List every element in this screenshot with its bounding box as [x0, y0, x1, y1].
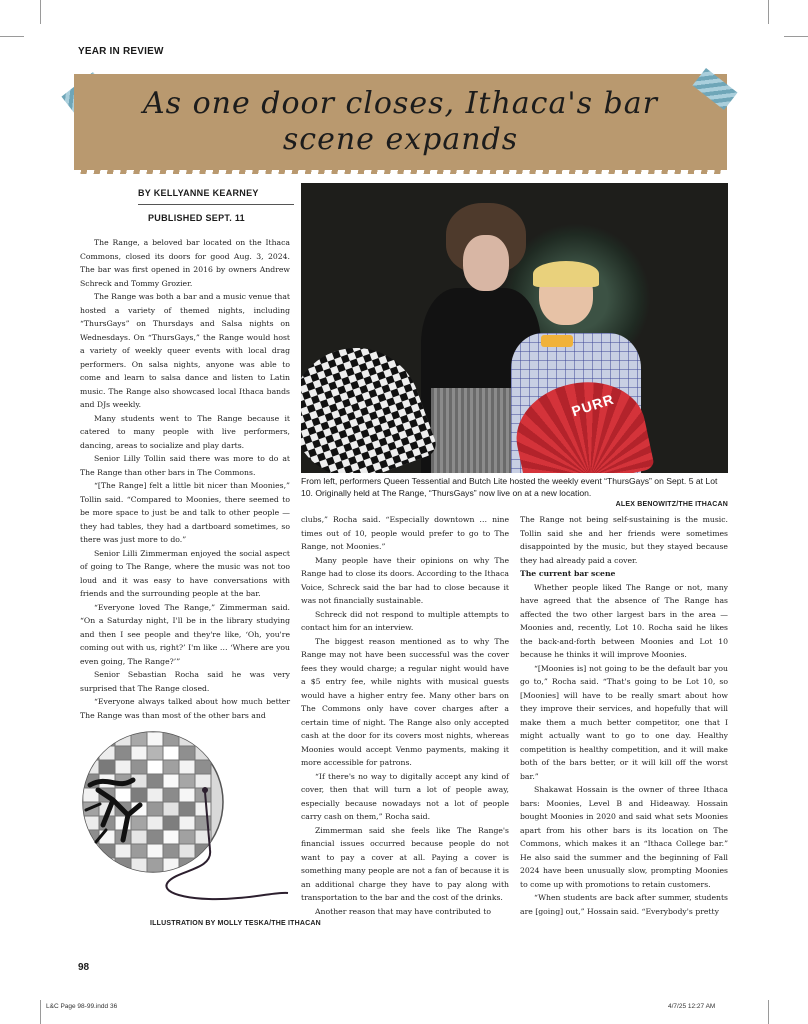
photo-credit: ALEX BENOWITZ/THE ITHACAN	[615, 501, 728, 508]
paragraph: Senior Lilly Tollin said there was more to do at The Range than other bars in The Commons.	[80, 454, 290, 477]
subheading: The current bar scene	[520, 569, 616, 578]
page-number: 98	[78, 962, 90, 973]
paragraph: Schreck did not respond to multiple attempts to contact him for an interview.	[301, 609, 509, 632]
paragraph: The Range was both a bar and a music venue that hosted a variety of themed nights, including “ThursGays” on Thursdays and Salsa nights on Wednesdays. On “ThursGays,” the Range would host a variety of weekly queer events with local drag performers. On salsa nights, anyone was able to come and learn to salsa dance and listen to Latin music. The Range also showcased local Ithaca bands and DJs weekly.	[80, 292, 290, 409]
headline	[74, 86, 727, 158]
paragraph: Another reason that may have contributed to	[315, 906, 492, 916]
paragraph: “Everyone always talked about how much better The Range was than most of the other bars and	[80, 697, 290, 720]
performer-left-face	[463, 235, 509, 291]
crop-mark	[768, 1000, 769, 1024]
paragraph: “Everyone loved The Range,” Zimmerman said. “On a Saturday night, I'll be in the library studying and then I see people and they're like, ‘Oh, you're coming out with us, right?’ I'm like … ‘Where are you even going, The Range?’”	[80, 602, 290, 666]
paragraph: The Range not being self-sustaining is the music. Tollin said she and her friends were sometimes disappointed by the music, but they stayed because they had already paid a cover.	[520, 515, 728, 565]
print-slug-file: L&C Page 98-99.indd 36	[46, 1003, 118, 1010]
article-column-3	[520, 513, 728, 918]
paragraph: “[Moonies is] not going to be the default bar you go to,” Rocha said. “That's going to be Lot 10, so [Moonies] will have to be really smart about how they improve their services, and hopefully that will make them a much better competitor, one that I might actually want to go to one day. Healthy competition is healthy competition, and it will make both of the bars better, or it will kill off the worst bar.”	[520, 663, 728, 781]
headline-line-2: scene expands	[282, 122, 519, 157]
headline-line-1: As one door closes, Ithaca's bar	[143, 86, 658, 121]
paragraph: Whether people liked The Range or not, many have agreed that the absence of The Range has affected the two other largest bars in the area — Moonies and, recently, Lot 10. Rocha said he likes the back-and-forth between Moonies and Lot 10 because he thinks it will improve Moonies.	[520, 582, 728, 659]
paragraph: “When students are back after summer, students are [going] out,” Hossain said. “Everybody's pretty	[520, 893, 728, 916]
section-label: YEAR IN REVIEW	[78, 46, 164, 57]
crop-mark	[40, 0, 41, 24]
byline-divider	[138, 204, 294, 205]
paragraph: Many students went to The Range because it catered to many people with live performers, dancing, areas to socialize and play darts.	[80, 413, 290, 450]
paragraph: Senior Lilli Zimmerman enjoyed the social aspect of going to The Range, where the music was not too loud and it was easy to have conversations with friends and the surrounding people at the bar.	[80, 548, 290, 598]
paragraph: Zimmerman said she feels like The Range's financial issues occurred because people do not want to pay a cover at all. Paying a cover is something many people are not a fan of because it is an additional charge they have to pay along with transportation to the bar and the cost of the drinks.	[301, 825, 509, 902]
paragraph: “If there's no way to digitally accept any kind of cover, then that will turn a lot of people away, especially because nowadays not a lot of people carry cash on them,” Rocha said.	[301, 771, 509, 821]
bowtie	[541, 335, 573, 347]
paragraph: Shakawat Hossain is the owner of three Ithaca bars: Moonies, Level B and Hideaway. Hossain bought Moonies in 2020 and said what sets Moonies apart from his other bars is its location on The Commons, which makes it an “Ithaca College bar.” He also said the summer and the beginning of Fall 2024 have been unusually slow, prompting Moonies to come up with promotions to retain customers.	[520, 785, 728, 889]
crop-mark	[784, 36, 808, 37]
crop-mark	[0, 36, 24, 37]
performer-right-hair	[533, 261, 599, 287]
fan-lettering: PURR	[569, 390, 617, 420]
paragraph: Senior Sebastian Rocha said he was very surprised that The Range closed.	[80, 670, 290, 693]
paragraph: clubs,” Rocha said. “Especially downtown … nine times out of 10, people would prefer to go to The Range, not Moonies.”	[301, 515, 509, 551]
headline-banner	[74, 74, 727, 174]
paragraph: “[The Range] felt a little bit nicer than Moonies,” Tollin said. “Compared to Moonies, there seemed to be more space to just be and talk to other people — they had tables, they had a dartboard sometimes, so there was just more to do.”	[80, 481, 290, 544]
paragraph: Many people have their opinions on why The Range had to close its doors. According to the Ithaca Voice, Schreck said the bar had to close because it was not financially sustainable.	[301, 555, 509, 605]
event-photo	[301, 183, 728, 473]
byline-author: BY KELLYANNE KEARNEY	[138, 188, 259, 198]
paragraph: The Range, a beloved bar located on the Ithaca Commons, closed its doors for good Aug. 3, 2024. The bar was first opened in 2016 by owners Andrew Schreck and Tommy Grozier.	[80, 238, 290, 288]
houndstooth-fan	[301, 330, 439, 473]
paragraph: The biggest reason mentioned as to why The Range may not have been successful was the cover fees they would charge; a regular night would have a $5 entry fee, while nights with musical guests would have a higher entry fee. Many other bars on The Commons only have cover charges after a certain time of night. The Range also only accepted cash at the door for its covers most nights, whereas Moonies would accept Venmo payments, making it more accessible for patrons.	[301, 636, 509, 767]
print-slug-timestamp: 4/7/25 12:27 AM	[668, 1003, 716, 1010]
photo-caption: From left, performers Queen Tessential and Butch Lite hosted the weekly event “ThursGays” on Sept. 5 at Lot 10. Originally held at The Range, “ThursGays” now live on at a new location.	[301, 476, 718, 498]
article-column-1	[80, 236, 290, 722]
disco-ball-illustration	[78, 730, 293, 915]
byline-published-date: PUBLISHED SEPT. 11	[148, 213, 245, 223]
crop-mark	[40, 1000, 41, 1024]
article-column-2	[301, 513, 509, 918]
crop-mark	[768, 0, 769, 24]
illustration-credit: ILLUSTRATION BY MOLLY TESKA/THE ITHACAN	[150, 920, 321, 927]
